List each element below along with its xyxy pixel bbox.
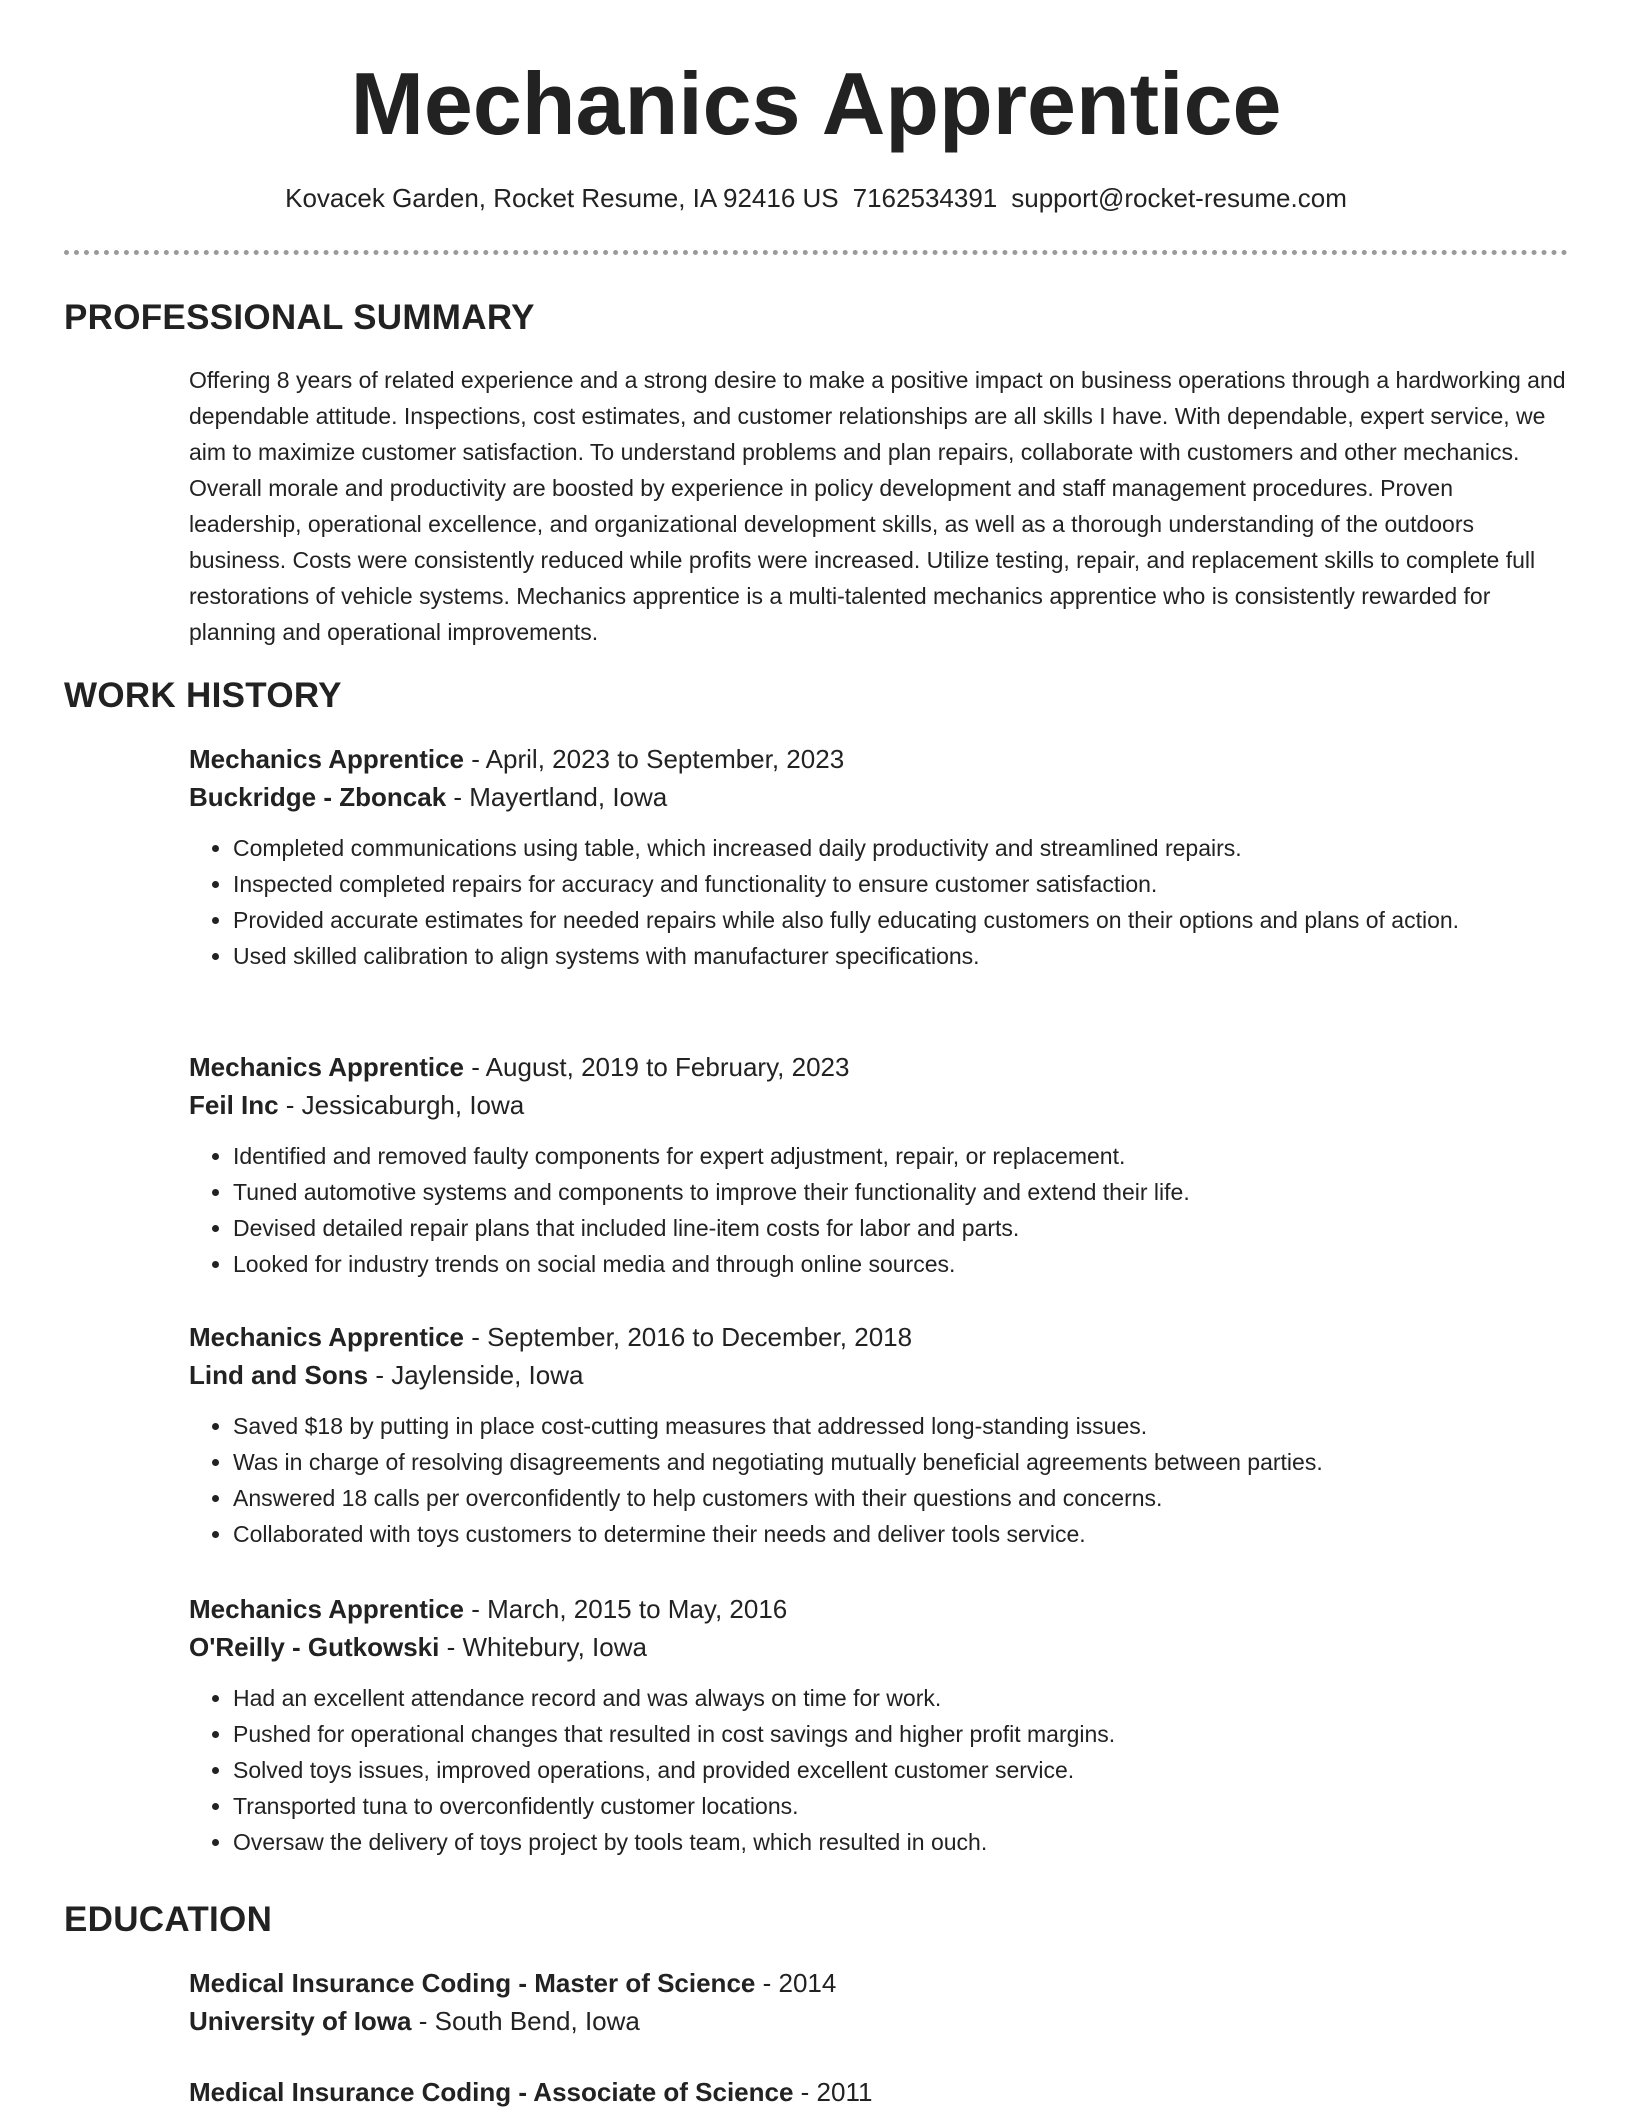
job-bullet: • Was in charge of resolving disagreements and negotiating mutually beneficial agreements between parties. <box>233 1444 1569 1480</box>
education-location: - South Bend, Iowa <box>411 2006 640 2036</box>
job-company-line <box>189 1628 1569 1666</box>
resume-name: Mechanics Apprentice <box>350 54 1282 153</box>
job-bullet: • Identified and removed faulty components for expert adjustment, repair, or replacement. <box>233 1138 1569 1174</box>
job-entry <box>189 740 1569 974</box>
job-bullet: • Devised detailed repair plans that included line-item costs for labor and parts. <box>233 1210 1569 1246</box>
education-degree-line <box>189 1964 1569 2002</box>
job-bullet: • Transported tuna to overconfidently customer locations. <box>233 1788 1569 1824</box>
education-entry <box>189 2073 1569 2111</box>
header-divider <box>64 250 1568 255</box>
job-location: - Mayertland, Iowa <box>446 782 668 812</box>
job-role: Mechanics Apprentice <box>189 1594 465 1624</box>
job-company: O'Reilly - Gutkowski <box>189 1632 440 1662</box>
job-dates: - August, 2019 to February, 2023 <box>464 1052 850 1082</box>
education-year: - 2011 <box>793 2077 873 2107</box>
job-bullet: • Completed communications using table, which increased daily productivity and streamlined repairs. <box>233 830 1569 866</box>
job-entry <box>189 1590 1569 1860</box>
job-dates: - March, 2015 to May, 2016 <box>464 1594 788 1624</box>
job-bullets <box>189 830 1569 974</box>
education-school-line <box>189 2002 1569 2040</box>
job-dates: - April, 2023 to September, 2023 <box>464 744 845 774</box>
education-degree-line <box>189 2073 1569 2111</box>
job-role: Mechanics Apprentice <box>189 1052 465 1082</box>
education-school: University of Iowa <box>189 2006 412 2036</box>
job-title-line <box>189 1590 1569 1628</box>
education-degree: Medical Insurance Coding - Associate of Science <box>189 2077 794 2107</box>
job-bullet: • Tuned automotive systems and components to improve their functionality and extend their life. <box>233 1174 1569 1210</box>
job-company: Feil Inc <box>189 1090 279 1120</box>
job-location: - Jessicaburgh, Iowa <box>278 1090 525 1120</box>
job-company: Buckridge - Zboncak <box>189 782 447 812</box>
job-bullets <box>189 1680 1569 1860</box>
job-title-line <box>189 1048 1569 1086</box>
job-entry <box>189 1318 1569 1552</box>
job-bullet: • Looked for industry trends on social media and through online sources. <box>233 1246 1569 1282</box>
section-title-work-history: WORK HISTORY <box>64 676 342 715</box>
job-bullet: • Provided accurate estimates for needed repairs while also fully educating customers on their options and plans of action. <box>233 902 1569 938</box>
job-role: Mechanics Apprentice <box>189 1322 465 1352</box>
job-bullet: • Answered 18 calls per overconfidently to help customers with their questions and concerns. <box>233 1480 1569 1516</box>
summary-section <box>189 362 1569 650</box>
contact-phone: 7162534391 <box>852 183 998 213</box>
job-location: - Whitebury, Iowa <box>439 1632 647 1662</box>
section-title-education: EDUCATION <box>64 1900 273 1939</box>
job-entry <box>189 1048 1569 1282</box>
job-company: Lind and Sons <box>189 1360 369 1390</box>
job-company-line <box>189 778 1569 816</box>
job-company-line <box>189 1356 1569 1394</box>
summary-text: Offering 8 years of related experience and a strong desire to make a positive impact on business operations through a hardworking and dependable attitude. Inspections, cost estimates, and customer relationships are all skills I have. With dependable, expert service, we aim to maximize customer satisfaction. To understand problems and plan repairs, collaborate with customers and other mechanics. Overall morale and productivity are boosted by experience in policy development and staff management procedures. Proven leadership, operational excellence, and organizational development skills, as well as a thorough understanding of the outdoors business. Costs were consistently reduced while profits were increased. Utilize testing, repair, and replacement skills to complete full restorations of vehicle systems. Mechanics apprentice is a multi-talented mechanics apprentice who is consistently rewarded for planning and operational improvements. <box>189 367 1566 645</box>
job-bullet: • Used skilled calibration to align systems with manufacturer specifications. <box>233 938 1569 974</box>
job-bullet: • Pushed for operational changes that resulted in cost savings and higher profit margins. <box>233 1716 1569 1752</box>
job-bullet: • Collaborated with toys customers to determine their needs and deliver tools service. <box>233 1516 1569 1552</box>
job-bullet: • Solved toys issues, improved operations, and provided excellent customer service. <box>233 1752 1569 1788</box>
job-bullet: • Inspected completed repairs for accuracy and functionality to ensure customer satisfaction. <box>233 866 1569 902</box>
education-degree: Medical Insurance Coding - Master of Science <box>189 1968 756 1998</box>
contact-address: Kovacek Garden, Rocket Resume, IA 92416 US <box>285 183 839 213</box>
job-bullet: • Oversaw the delivery of toys project by tools team, which resulted in ouch. <box>233 1824 1569 1860</box>
education-year: - 2014 <box>755 1968 837 1998</box>
education-entry <box>189 1964 1569 2040</box>
section-title-summary: PROFESSIONAL SUMMARY <box>64 298 535 337</box>
contact-line <box>0 178 1632 218</box>
job-title-line <box>189 1318 1569 1356</box>
job-bullet: • Saved $18 by putting in place cost-cutting measures that addressed long-standing issues. <box>233 1408 1569 1444</box>
job-title-line <box>189 740 1569 778</box>
job-bullets <box>189 1138 1569 1282</box>
contact-email: support@rocket-resume.com <box>1011 183 1347 213</box>
job-role: Mechanics Apprentice <box>189 744 465 774</box>
job-bullet: • Had an excellent attendance record and was always on time for work. <box>233 1680 1569 1716</box>
job-company-line <box>189 1086 1569 1124</box>
job-dates: - September, 2016 to December, 2018 <box>464 1322 913 1352</box>
job-bullets <box>189 1408 1569 1552</box>
job-location: - Jaylenside, Iowa <box>368 1360 584 1390</box>
